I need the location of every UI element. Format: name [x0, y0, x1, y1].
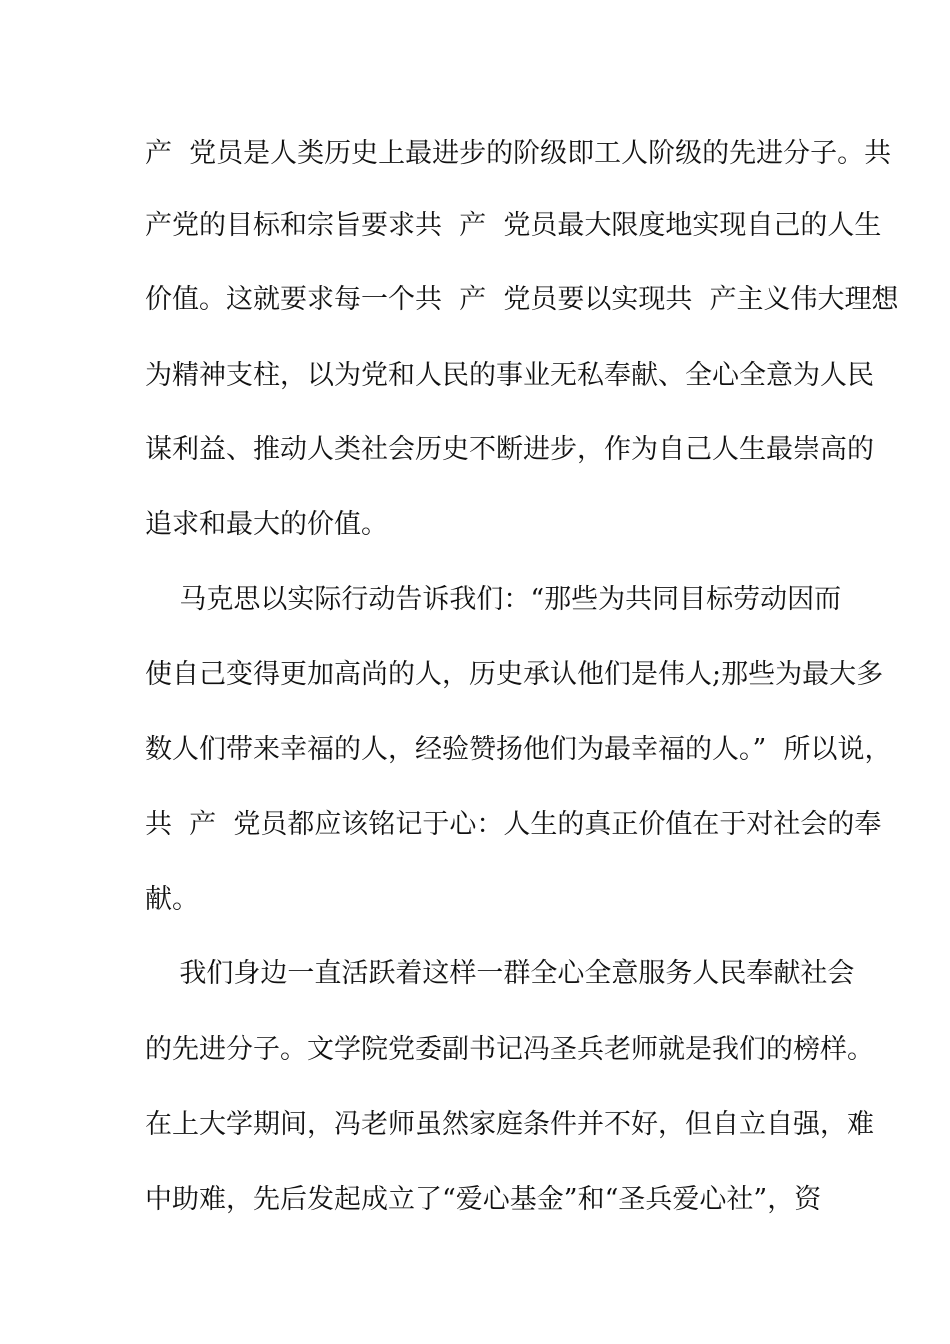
text-line: 在上大学期间，冯老师虽然家庭条件并不好，但自立自强，难: [145, 1109, 874, 1140]
text-line: 谋利益、推动人类社会历史不断进步，作为自己人生最崇高的: [145, 434, 874, 465]
text-line: 马克思以实际行动告诉我们：“那些为共同目标劳动因而: [145, 584, 842, 615]
text-line: 献。: [145, 884, 199, 915]
text-line: 产 党员是人类历史上最进步的阶级即工人阶级的先进分子。共: [145, 138, 892, 169]
text-line: 价值。这就要求每一个共 产 党员要以实现共 产主义伟大理想: [145, 284, 899, 315]
text-line: 追求和最大的价值。: [145, 509, 388, 540]
text-line: 为精神支柱，以为党和人民的事业无私奉献、全心全意为人民: [145, 360, 874, 391]
text-line: 产党的目标和宗旨要求共 产 党员最大限度地实现自己的人生: [145, 210, 882, 241]
text-line: 中助难，先后发起成立了“爱心基金”和“圣兵爱心社”，资: [145, 1184, 822, 1215]
text-line: 共 产 党员都应该铭记于心：人生的真正价值在于对社会的奉: [145, 809, 882, 840]
text-line: 的先进分子。文学院党委副书记冯圣兵老师就是我们的榜样。: [145, 1034, 874, 1065]
text-line: 使自己变得更加高尚的人，历史承认他们是伟人;那些为最大多: [145, 659, 884, 690]
text-line: 数人们带来幸福的人，经验赞扬他们为最幸福的人。” 所以说，: [145, 734, 892, 765]
text-line: 我们身边一直活跃着这样一群全心全意服务人民奉献社会: [145, 958, 855, 989]
